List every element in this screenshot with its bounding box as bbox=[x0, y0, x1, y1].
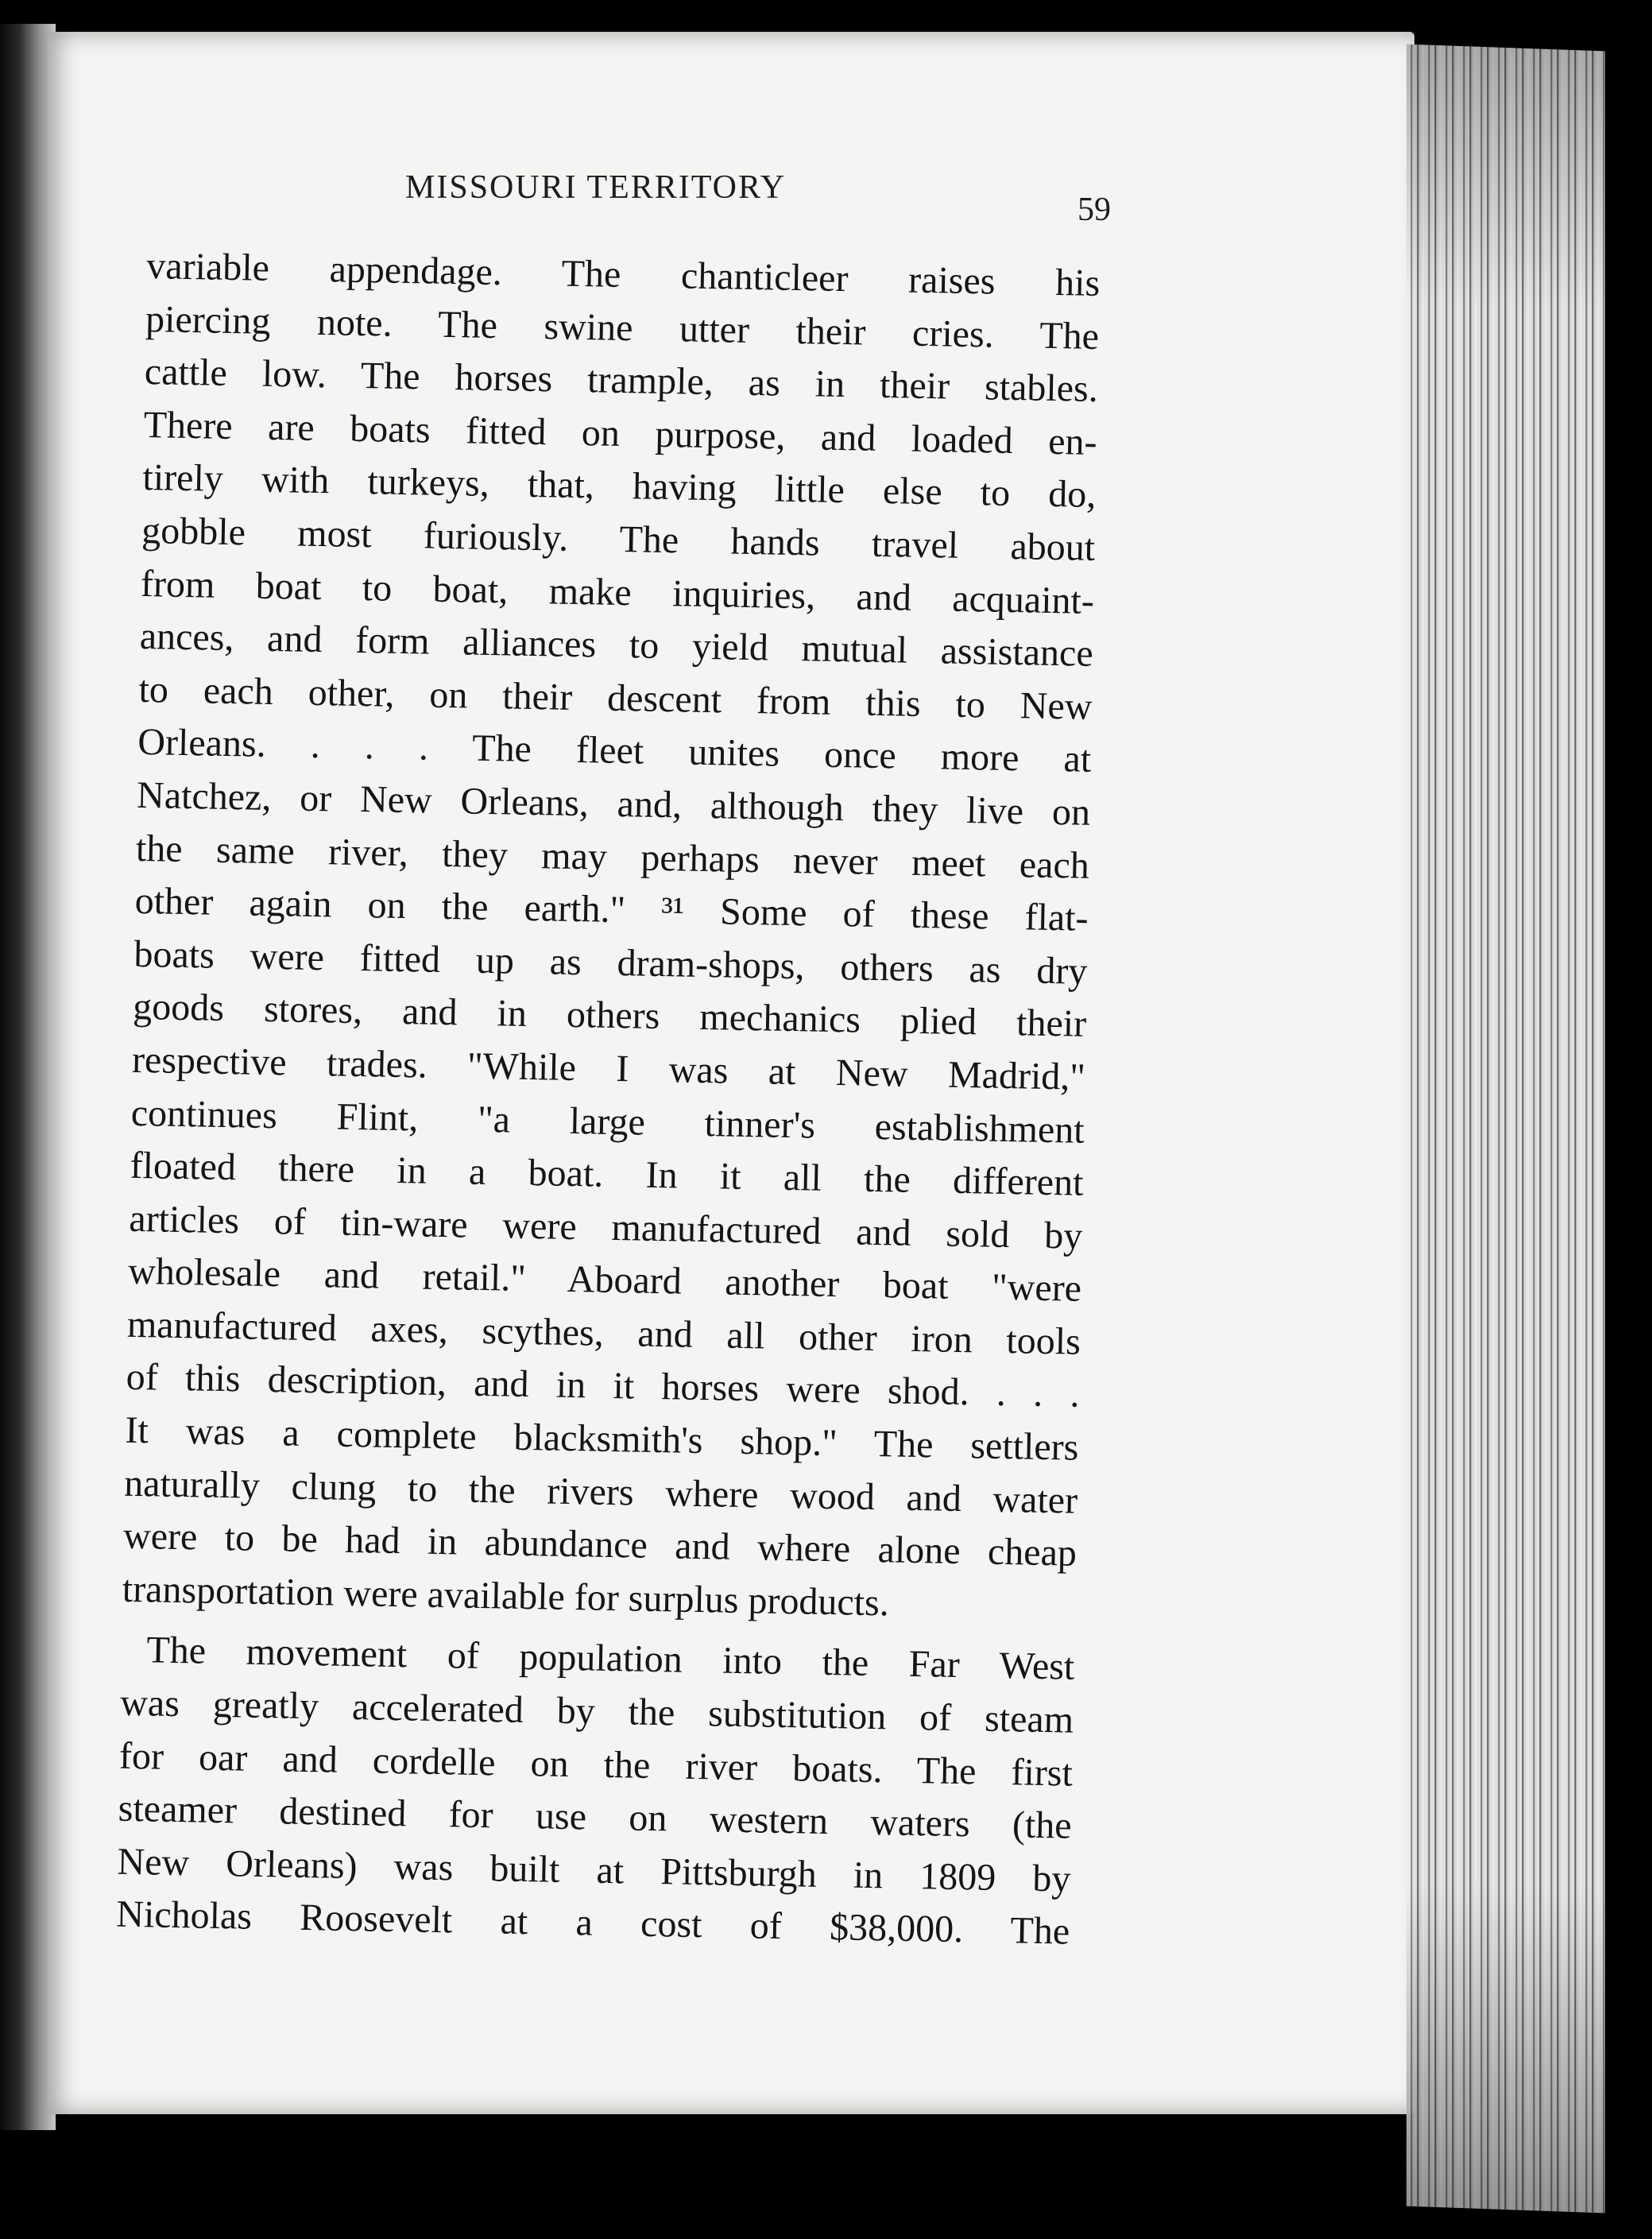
text-line: New Orleans) was built at Pittsburgh in 1809 by bbox=[117, 1840, 1071, 1900]
text-line: gobble most furiously. The hands travel about bbox=[141, 509, 1096, 569]
body-text bbox=[116, 240, 1101, 1959]
page-fore-edge-shadow bbox=[1406, 45, 1605, 2214]
text-line: tirely with turkeys, that, having little else to do, bbox=[142, 456, 1097, 517]
text-line: It was a complete blacksmith's shop." The settlers bbox=[125, 1408, 1079, 1469]
text-line: floated there in a boat. In it all the different bbox=[130, 1144, 1084, 1204]
text-line: of this description, and in it horses were shod. . . . bbox=[126, 1356, 1081, 1416]
text-line: respective trades. "While I was at New Madrid," bbox=[131, 1038, 1086, 1098]
text-line: were to be had in abundance and where alone cheap bbox=[122, 1514, 1077, 1575]
page-number: 59 bbox=[1077, 192, 1111, 228]
text-line: Orleans. . . . The fleet unites once more at bbox=[137, 721, 1092, 781]
text-line: manufactured axes, scythes, and all other iron tools bbox=[126, 1303, 1081, 1363]
text-line: piercing note. The swine utter their cries. The bbox=[145, 297, 1100, 358]
text-line: boats were fitted up as dram-shops, others as dry bbox=[133, 932, 1088, 993]
text-line: transportation were available for surplus products. bbox=[122, 1567, 890, 1625]
text-line: steamer destined for use on western waters (the bbox=[118, 1787, 1073, 1847]
text-line: wholesale and retail." Aboard another boat "were bbox=[127, 1250, 1082, 1311]
text-line: was greatly accelerated by the substitution of steam bbox=[119, 1681, 1074, 1741]
text-line: The movement of population into the Far West bbox=[146, 1629, 1075, 1689]
text-line: ances, and form alliances to yield mutual assistance bbox=[139, 615, 1094, 676]
text-line: variable appendage. The chanticleer raises his bbox=[145, 244, 1101, 304]
running-head: MISSOURI TERRITORY bbox=[405, 169, 787, 206]
text-line: the same river, they may perhaps never meet each bbox=[135, 827, 1090, 887]
text-line: for oar and cordelle on the river boats. The first bbox=[118, 1734, 1074, 1795]
text-line: continues Flint, "a large tinner's establishment bbox=[130, 1091, 1085, 1152]
text-line: cattle low. The horses trample, as in their stables. bbox=[144, 351, 1099, 411]
text-line: There are boats fitted on purpose, and loaded en- bbox=[143, 403, 1098, 463]
text-line: other again on the earth." ³¹ Some of these flat- bbox=[134, 879, 1089, 939]
text-line: naturally clung to the rivers where wood and water bbox=[123, 1462, 1078, 1522]
text-line: goods stores, and in others mechanics plied their bbox=[132, 986, 1087, 1046]
text-line: from boat to boat, make inquiries, and acquaint- bbox=[140, 562, 1095, 622]
text-line: Nicholas Roosevelt at a cost of $38,000. The bbox=[115, 1893, 1070, 1954]
text-line: articles of tin-ware were manufactured and sold by bbox=[128, 1197, 1083, 1257]
text-line: to each other, on their descent from this to New bbox=[138, 668, 1093, 728]
text-line: Natchez, or New Orleans, and, although they live on bbox=[136, 773, 1091, 834]
